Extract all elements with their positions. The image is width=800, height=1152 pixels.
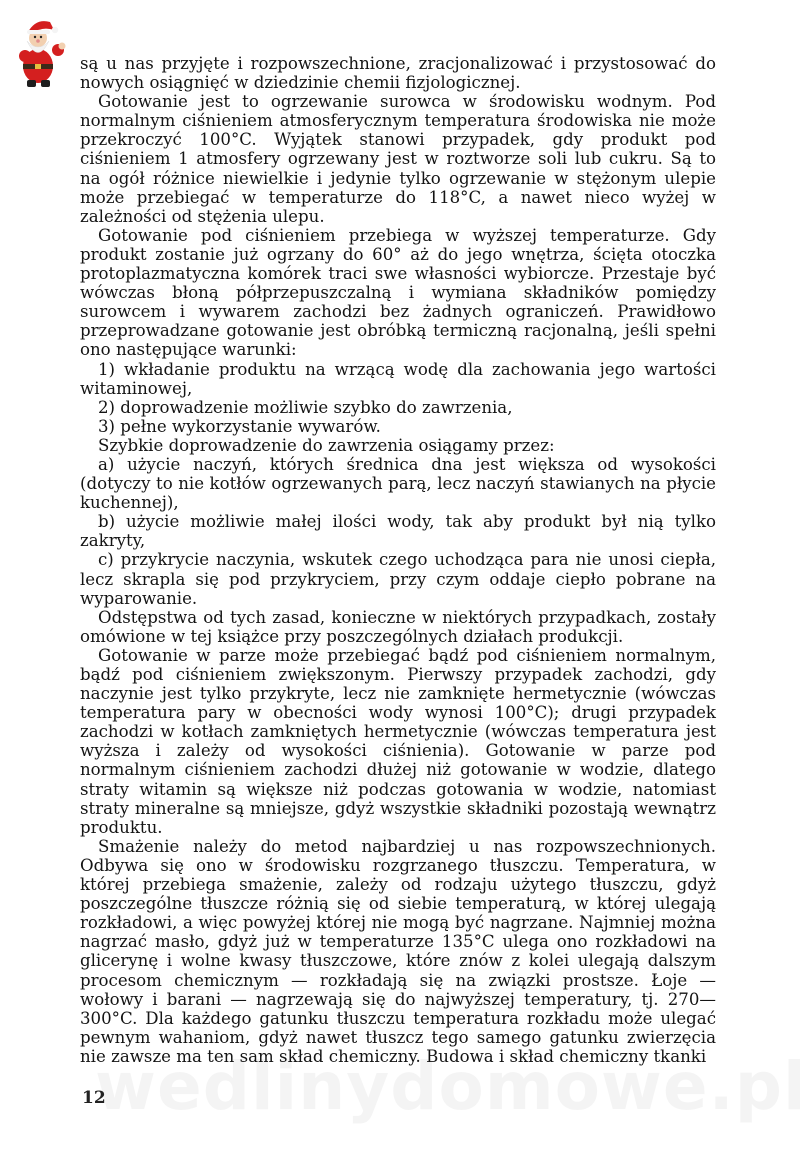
list-item: c) przykrycie naczynia, wskutek czego uchodząca para nie unosi ciepła, lecz skrapla się pod przykryciem, przy czym oddaje ciepło pobrane na wyparowanie. [80, 550, 716, 608]
paragraph: Gotowanie pod ciśnieniem przebiega w wyższej temperaturze. Gdy produkt zostanie już ogrzany do 60° aż do jego wnętrza, ścięta otoczka protoplazmatyczna komórek traci swe własności wybiorcze. Przestaje być wówczas błoną półprzepuszczalną i wymiana składników pomiędzy surowcem i wywarem zachodzi bez żadnych ograniczeń. Prawidłowo przeprowadzane gotowanie jest obróbką termiczną racjonalną, jeśli spełni ono następujące warunki: [80, 225, 716, 360]
list-item: b) użycie możliwie małej ilości wody, tak aby produkt był nią tylko zakryty, [80, 512, 716, 551]
list-item: 3) pełne wykorzystanie wywarów. [98, 416, 381, 436]
paragraph: Gotowanie jest to ogrzewanie surowca w środowisku wodnym. Pod normalnym ciśnieniem atmosferycznym temperatura środowiska nie może przekroczyć 100°C. Wyjątek stanowi przypadek, gdy produkt pod ciśnieniem 1 atmosfery ogrzewany jest w roztworze soli lub cukru. Są to na ogół różnice niewielkie i jedynie tylko ogrzewanie w stężonym ulepie może przebiegać w temperaturze do 118°C, a nawet nieco wyżej w zależności od stężenia ulepu. [80, 92, 716, 226]
page-number: 12 [82, 1088, 106, 1108]
santa-claus-icon [14, 16, 70, 92]
paragraph: Szybkie doprowadzenie do zawrzenia osiągamy przez: [98, 435, 555, 455]
list-item: 1) wkładanie produktu na wrzącą wodę dla zachowania jego wartości witaminowej, [80, 359, 716, 398]
paragraph: są u nas przyjęte i rozpowszechnione, zracjonalizować i przystosować do nowych osiągnięć w dziedzinie chemii fizjologicznej. [80, 54, 716, 93]
list-item: 2) doprowadzenie możliwie szybko do zawrzenia, [98, 397, 513, 417]
paragraph: Smażenie należy do metod najbardziej u nas rozpowszechnionych. Odbywa się ono w środowisku rozgrzanego tłuszczu. Temperatura, w której przebiega smażenie, zależy od rodzaju użytego tłuszczu, gdyż poszczególne tłuszcze różnią się od siebie temperaturą, w której ulegają rozkładowi, a więc powyżej której nie mogą być nagrzane. Najmniej można nagrzać masło, gdyż już w temperaturze 135°C ulega ono rozkładowi na glicerynę i wolne kwasy tłuszczowe, które znów z kolei ulegają dalszym procesom chemicznym — rozkładają się na związki prostsze. Łoje — wołowy i barani — nagrzewają się do najwyższej temperatury, tj. 270—300°C. Dla każdego gatunku tłuszczu temperatura rozkładu może ulegać pewnym wahaniom, gdyż nawet tłuszcz tego samego gatunku zwierzęcia nie zawsze ma ten sam skład chemiczny. Budowa i skład chemiczny tkanki [80, 836, 716, 1066]
paragraph: Odstępstwa od tych zasad, konieczne w niektórych przypadkach, zostały omówione w tej książce przy poszczególnych działach produkcji. [80, 607, 716, 646]
page-body [80, 54, 716, 1066]
list-item: a) użycie naczyń, których średnica dna jest większa od wysokości (dotyczy to nie kotłów ogrzewanych parą, lecz naczyń stawianych na płycie kuchennej), [80, 454, 716, 513]
paragraph: Gotowanie w parze może przebiegać bądź pod ciśnieniem normalnym, bądź pod ciśnieniem zwiększonym. Pierwszy przypadek zachodzi, gdy naczynie jest tylko przykryte, lecz nie zamknięte hermetycznie (wówczas temperatura pary w obecności wody wynosi 100°C); drugi przypadek zachodzi w kotłach zamkniętych hermetycznie (wówczas temperatura jest wyższa i zależy od wysokości ciśnienia). Gotowanie w parze pod normalnym ciśnieniem zachodzi dłużej niż gotowanie w wodzie, dlatego straty witamin są większe niż podczas gotowania w wodzie, natomiast straty mineralne są mniejsze, gdyż wszystkie składniki pozostają wewnątrz produktu. [80, 645, 716, 837]
